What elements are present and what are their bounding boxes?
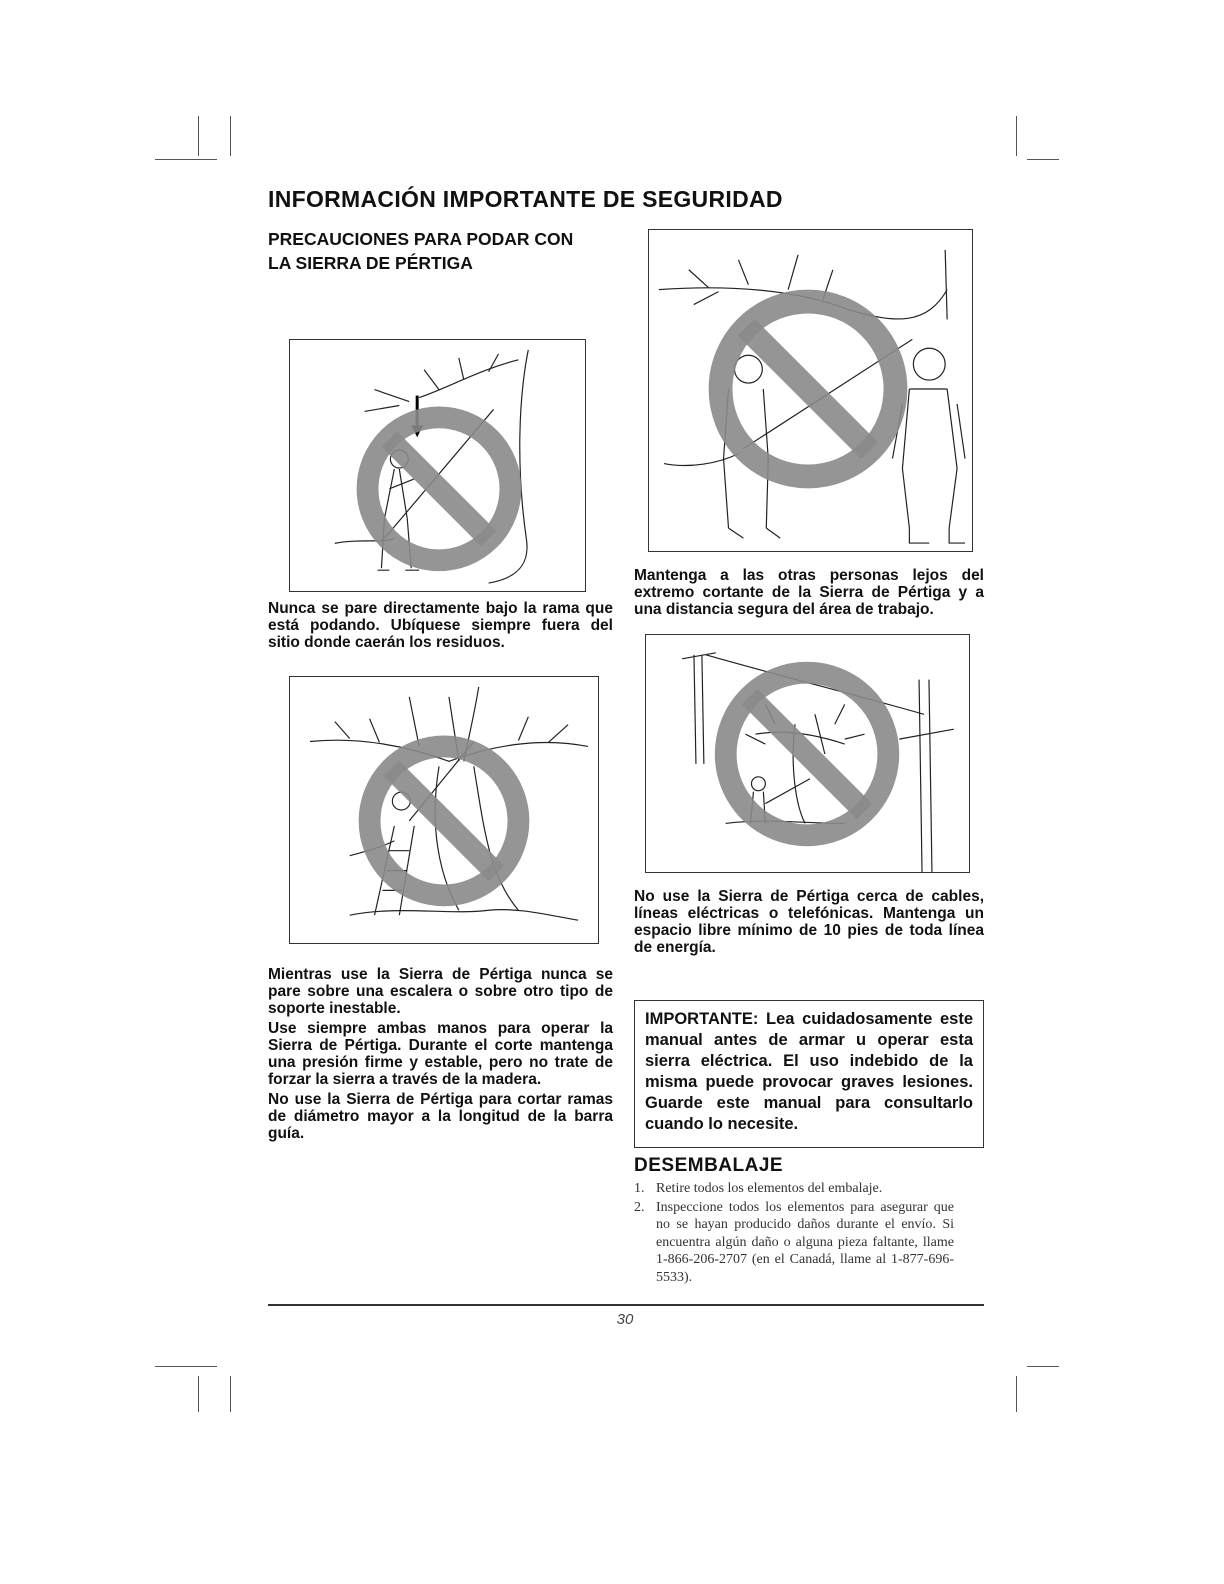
caption-ladder-p1: Mientras use la Sierra de Pértiga nunca se pare sobre una escalera o sobre otro tipo de soporte inestable. <box>268 966 613 1017</box>
illustration-under-branch <box>290 340 585 591</box>
step-text: Inspeccione todos los elementos para asegurar que no se hayan producido daños durante el envío. Si encuentra algún daño o alguna pieza faltante, llame 1-866-206-2707 (en el Canadá, llame al 1-877-696-5533). <box>656 1199 954 1285</box>
caption-ladder-p3: No use la Sierra de Pértiga para cortar ramas de diámetro mayor a la longitud de la barra guía. <box>268 1091 613 1142</box>
step-text: Retire todos los elementos del embalaje. <box>656 1181 883 1196</box>
crop-mark <box>230 1376 231 1412</box>
prohibition-icon <box>370 746 519 895</box>
caption-power-lines <box>634 888 984 959</box>
caption-under-branch <box>268 600 613 654</box>
page-number: 30 <box>616 1311 634 1328</box>
illustration-power-lines <box>646 635 969 872</box>
page-title: INFORMACIÓN IMPORTANTE DE SEGURIDAD <box>268 186 783 212</box>
subtitle-line-1: PRECAUCIONES PARA PODAR CON <box>268 229 574 249</box>
figure-ladder <box>289 676 599 944</box>
caption-text: Nunca se pare directamente bajo la rama que está podando. Ubíquese siempre fuera del sitio donde caerán los residuos. <box>268 600 613 651</box>
crop-mark <box>1027 1366 1059 1367</box>
prohibition-icon <box>721 302 896 477</box>
list-item <box>634 1199 954 1287</box>
crop-mark <box>155 159 217 160</box>
figure-bystander <box>648 229 973 552</box>
unpacking-heading: DESEMBALAJE <box>634 1155 784 1176</box>
subtitle-line-2: LA SIERRA DE PÉRTIGA <box>268 253 473 273</box>
caption-bystander <box>634 567 984 621</box>
figure-power-lines <box>645 634 970 873</box>
caption-text: No use la Sierra de Pértiga cerca de cables, líneas eléctricas o telefónicas. Mantenga un espacio libre mínimo de 10 pies de toda línea de energía. <box>634 888 984 956</box>
crop-mark <box>1027 159 1059 160</box>
crop-mark <box>155 1366 217 1367</box>
illustration-ladder <box>290 677 598 943</box>
step-number: 1. <box>634 1181 645 1196</box>
crop-mark <box>1016 116 1017 156</box>
unpacking-steps <box>634 1180 954 1287</box>
prohibition-icon <box>368 417 511 560</box>
crop-mark <box>198 116 199 156</box>
crop-mark <box>230 116 231 156</box>
important-text: IMPORTANTE: Lea cuidadosamente este manual antes de armar u operar esta sierra eléctrica. El uso indebido de la misma puede provocar graves lesiones. Guarde este manual para consultarlo cuando lo necesite. <box>645 1010 973 1133</box>
list-item <box>634 1180 954 1198</box>
illustration-bystander <box>649 230 972 551</box>
caption-text: Mantenga a las otras personas lejos del extremo cortante de la Sierra de Pértiga y a una distancia segura del área de trabajo. <box>634 567 984 618</box>
important-notice <box>634 1000 984 1148</box>
caption-ladder-p2: Use siempre ambas manos para operar la Sierra de Pértiga. Durante el corte mantenga una presión firme y estable, pero no trate de forzar la sierra a través de la madera. <box>268 1020 613 1088</box>
footer-divider <box>268 1304 984 1306</box>
crop-mark <box>1016 1376 1017 1412</box>
crop-mark <box>198 1376 199 1412</box>
figure-under-branch <box>289 339 586 592</box>
step-number: 2. <box>634 1199 645 1215</box>
caption-ladder <box>268 966 613 1145</box>
prohibition-icon <box>726 673 889 836</box>
section-subtitle <box>268 227 628 275</box>
